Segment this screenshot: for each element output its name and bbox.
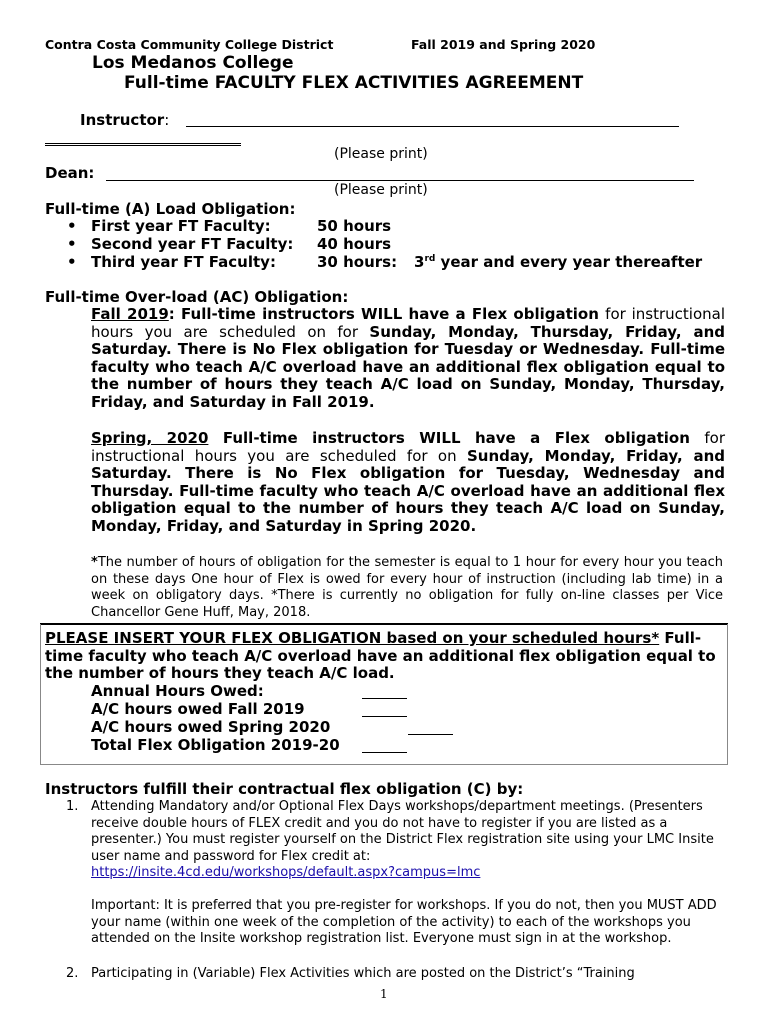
- annual-hours-label: Annual Hours Owed:: [91, 682, 264, 700]
- district-name: Contra Costa Community College District: [45, 37, 334, 52]
- term-label: Fall 2019 and Spring 2020: [411, 37, 596, 52]
- spring-hours-blank[interactable]: [408, 734, 453, 735]
- spring-term: Spring, 2020: [91, 429, 209, 447]
- load-item-second-label: • Second year FT Faculty:: [91, 235, 293, 253]
- college-name: Los Medanos College: [92, 53, 294, 73]
- load-item-third-label: • Third year FT Faculty:: [91, 253, 276, 271]
- load-obligation-heading: Full-time (A) Load Obligation:: [45, 200, 296, 218]
- dean-please-print: (Please print): [334, 182, 428, 198]
- insert-box-heading: PLEASE INSERT YOUR FLEX OBLIGATION based on your scheduled hours* Full-time faculty who teach A/C overload have an additional flex obligation equal to the number of hours they teach A/C load.: [45, 629, 716, 683]
- obligation-note: *The number of hours of obligation for the semester is equal to 1 hour for every hour you teach on these days One hour of Flex is owed for every hour of instruction (including lab time) in a week on obligatory days. *There is currently no obligation for fully on-line classes per Vice Chancellor Gene Huff, May, 2018.: [91, 555, 723, 620]
- load-item-first-label: • First year FT Faculty:: [91, 217, 271, 235]
- fulfill-item1: Attending Mandatory and/or Optional Flex Days workshops/department meetings. (Presenters receive double hours of FLEX credit and you do not have to register if you are listed as a presenter.) You must register yourself on the District Flex registration site using your LMC Insite user name and password for Flex credit at: https://insite.4cd.edu/workshops/default.aspx?campus=lmc Important: It is preferred that you pre-register for workshops. If you do not, then you MUST ADD your name (within one week of the completion of the activity) to each of the workshops you attended on the Insite workshop registration list. Everyone must sign in at the workshop.: [91, 799, 717, 946]
- instructor-label: Instructor: [80, 111, 165, 129]
- instructor-field: Instructor:: [80, 111, 170, 129]
- load-item-first-value: 50 hours: [317, 217, 392, 235]
- dean-label: Dean:: [45, 164, 95, 182]
- spring-paragraph: Spring, 2020 Full-time instructors WILL have a Flex obligation for instructional hours you are scheduled for on Sunday, Monday, Friday, and Saturday. There is No Flex obligation for Tuesday, Wednesday and Thursday. Full-time faculty who teach A/C overload have an additional flex obligation equal to the number of hours they teach A/C load on Sunday, Monday, Friday, and Saturday in Spring 2020.: [91, 429, 726, 535]
- fall-paragraph: Fall 2019: Full-time instructors WILL have a Flex obligation for instructional hours you are scheduled on for Sunday, Monday, Thursday, Friday, and Saturday. There is No Flex obligation for Tuesday or Wednesday. Full-time faculty who teach A/C overload have an additional flex obligation equal to the number of hours they teach A/C load on Sunday, Monday, Thursday, Friday, and Saturday in Fall 2019.: [91, 305, 726, 411]
- fulfill-item1-number: 1.: [66, 799, 79, 814]
- spring-hours-label: A/C hours owed Spring 2020: [91, 718, 331, 736]
- load-item-second-value: 40 hours: [317, 235, 392, 253]
- instructor-please-print: (Please print): [334, 146, 428, 162]
- instructor-line-extension: [45, 143, 241, 146]
- fulfill-heading: Instructors fulfill their contractual flex obligation (C) by:: [45, 780, 524, 798]
- fall-term: Fall 2019: [91, 305, 169, 323]
- page-number: 1: [380, 987, 388, 1001]
- fulfill-item2: Participating in (Variable) Flex Activities which are posted on the District’s “Training: [91, 966, 635, 981]
- instructor-line[interactable]: [186, 126, 679, 127]
- total-obligation-label: Total Flex Obligation 2019-20: [91, 736, 340, 754]
- annual-hours-blank[interactable]: [362, 698, 407, 699]
- fall-hours-blank[interactable]: [362, 716, 407, 717]
- overload-heading: Full-time Over-load (AC) Obligation:: [45, 288, 349, 306]
- form-title: Full-time FACULTY FLEX ACTIVITIES AGREEMENT: [124, 73, 584, 93]
- important-note: Important: It is preferred that you pre-register for workshops. If you do not, then you MUST ADD your name (within one week of the completion of the activity) to each of the workshops you attended on the Insite workshop registration list. Everyone must sign in at the workshop.: [91, 898, 717, 946]
- fulfill-item2-number: 2.: [66, 966, 79, 981]
- load-item-third-value: 30 hours:: [317, 253, 398, 271]
- fall-hours-label: A/C hours owed Fall 2019: [91, 700, 305, 718]
- total-obligation-blank[interactable]: [362, 752, 407, 753]
- flex-registration-link[interactable]: https://insite.4cd.edu/workshops/default.aspx?campus=lmc: [91, 865, 481, 880]
- load-third-note: 3rd year and every year thereafter: [414, 253, 703, 271]
- dean-line[interactable]: [106, 180, 694, 181]
